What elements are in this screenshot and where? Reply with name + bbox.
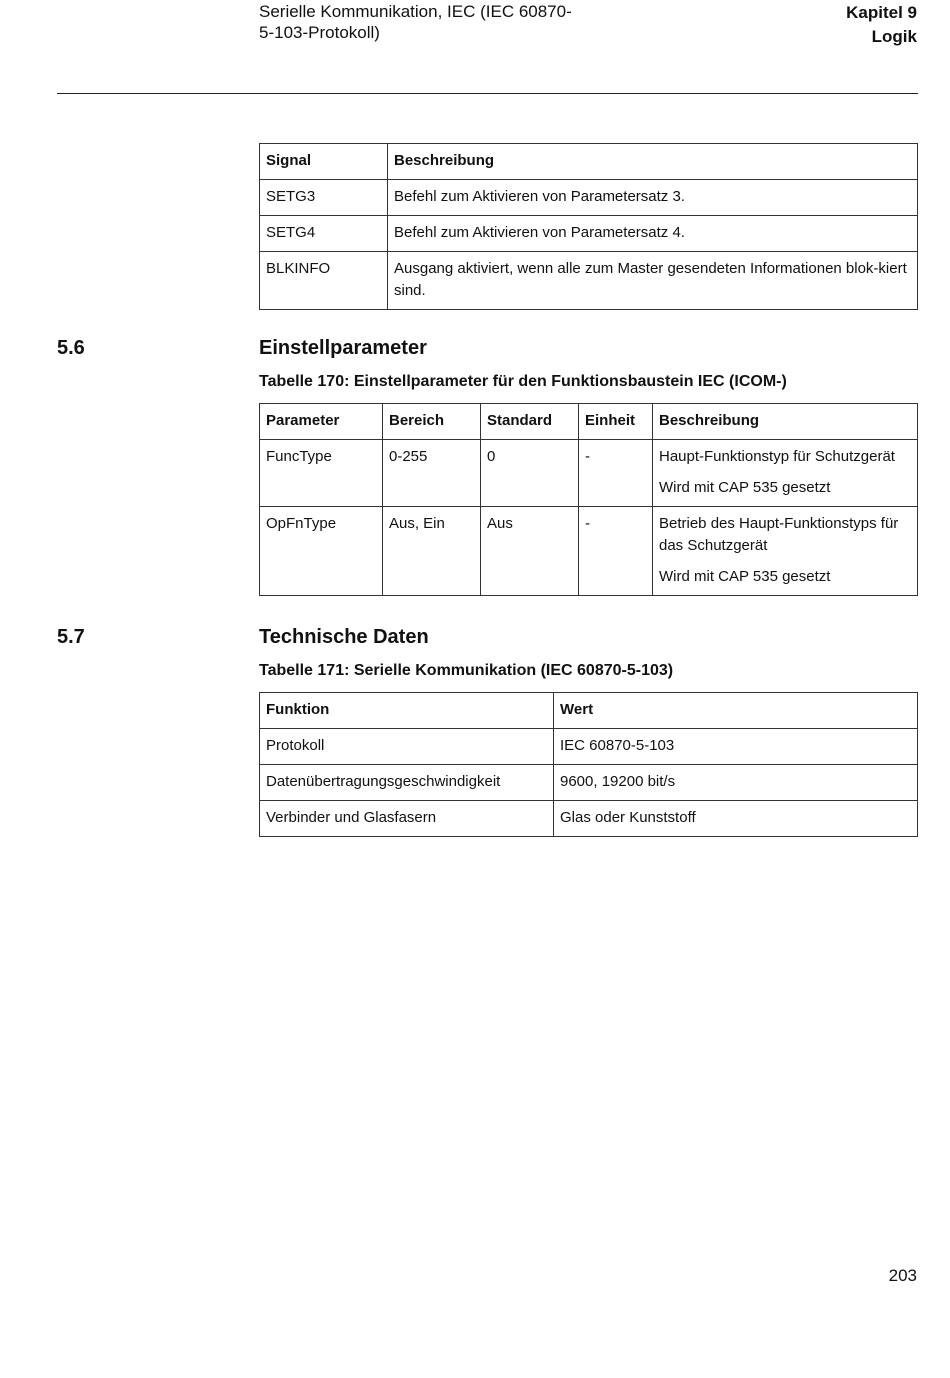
table-cell: Befehl zum Aktivieren von Parametersatz 3. bbox=[388, 180, 918, 216]
header-right-line2: Logik bbox=[871, 27, 917, 46]
table-cell: IEC 60870-5-103 bbox=[554, 729, 918, 765]
header-chapter-subtitle bbox=[259, 1, 572, 43]
section-title: Technische Daten bbox=[259, 626, 429, 648]
table-caption: Tabelle 170: Einstellparameter für den Funktionsbaustein IEC (ICOM-) bbox=[259, 373, 787, 390]
table-row bbox=[260, 507, 918, 596]
table-header-row bbox=[260, 404, 918, 440]
header-right-line1: Kapitel 9 bbox=[846, 3, 917, 22]
header-left-line2: 5-103-Protokoll) bbox=[259, 23, 380, 42]
signal-table bbox=[259, 143, 918, 310]
table-cell: Glas oder Kunststoff bbox=[554, 801, 918, 837]
column-header: Funktion bbox=[260, 693, 554, 729]
table-cell: BLKINFO bbox=[260, 252, 388, 310]
column-header: Beschreibung bbox=[653, 404, 918, 440]
table-row bbox=[260, 729, 918, 765]
table-cell: - bbox=[579, 440, 653, 507]
table-cell: SETG3 bbox=[260, 180, 388, 216]
column-header: Bereich bbox=[383, 404, 481, 440]
table-cell bbox=[653, 507, 918, 596]
table-row bbox=[260, 216, 918, 252]
description-note: Wird mit CAP 535 gesetzt bbox=[659, 568, 831, 585]
table-cell: FuncType bbox=[260, 440, 383, 507]
column-header: Signal bbox=[260, 144, 388, 180]
table-header-row bbox=[260, 693, 918, 729]
column-header: Einheit bbox=[579, 404, 653, 440]
table-cell: Ausgang aktiviert, wenn alle zum Master gesendeten Informationen blok-kiert sind. bbox=[388, 252, 918, 310]
table-cell: 0-255 bbox=[383, 440, 481, 507]
table-cell: Aus, Ein bbox=[383, 507, 481, 596]
table-cell: Datenübertragungsgeschwindigkeit bbox=[260, 765, 554, 801]
table-cell: - bbox=[579, 507, 653, 596]
description-text: Betrieb des Haupt-Funktionstyps für das Schutzgerät bbox=[659, 515, 899, 554]
table-cell: 9600, 19200 bit/s bbox=[554, 765, 918, 801]
section-title: Einstellparameter bbox=[259, 337, 427, 359]
table-cell: 0 bbox=[481, 440, 579, 507]
table-cell: SETG4 bbox=[260, 216, 388, 252]
section-number: 5.6 bbox=[57, 337, 85, 359]
table-header-row bbox=[260, 144, 918, 180]
parameter-table bbox=[259, 403, 918, 596]
header-chapter-title bbox=[846, 1, 917, 49]
table-row bbox=[260, 440, 918, 507]
table-cell: Protokoll bbox=[260, 729, 554, 765]
table-cell: Verbinder und Glasfasern bbox=[260, 801, 554, 837]
table-cell: OpFnType bbox=[260, 507, 383, 596]
table-cell: Befehl zum Aktivieren von Parametersatz 4. bbox=[388, 216, 918, 252]
table-caption: Tabelle 171: Serielle Kommunikation (IEC 60870-5-103) bbox=[259, 662, 674, 679]
table-row bbox=[260, 765, 918, 801]
column-header: Wert bbox=[554, 693, 918, 729]
header-left-line1: Serielle Kommunikation, IEC (IEC 60870- bbox=[259, 2, 572, 21]
column-header: Parameter bbox=[260, 404, 383, 440]
table-row bbox=[260, 252, 918, 310]
table-cell bbox=[653, 440, 918, 507]
description-note: Wird mit CAP 535 gesetzt bbox=[659, 479, 831, 496]
table-cell: Aus bbox=[481, 507, 579, 596]
column-header: Beschreibung bbox=[388, 144, 918, 180]
section-number: 5.7 bbox=[57, 626, 85, 648]
technical-data-table bbox=[259, 692, 918, 837]
description-text: Haupt-Funktionstyp für Schutzgerät bbox=[659, 448, 895, 465]
table-row bbox=[260, 801, 918, 837]
header-divider bbox=[57, 93, 918, 94]
page-number: 203 bbox=[888, 1266, 917, 1285]
column-header: Standard bbox=[481, 404, 579, 440]
table-row bbox=[260, 180, 918, 216]
